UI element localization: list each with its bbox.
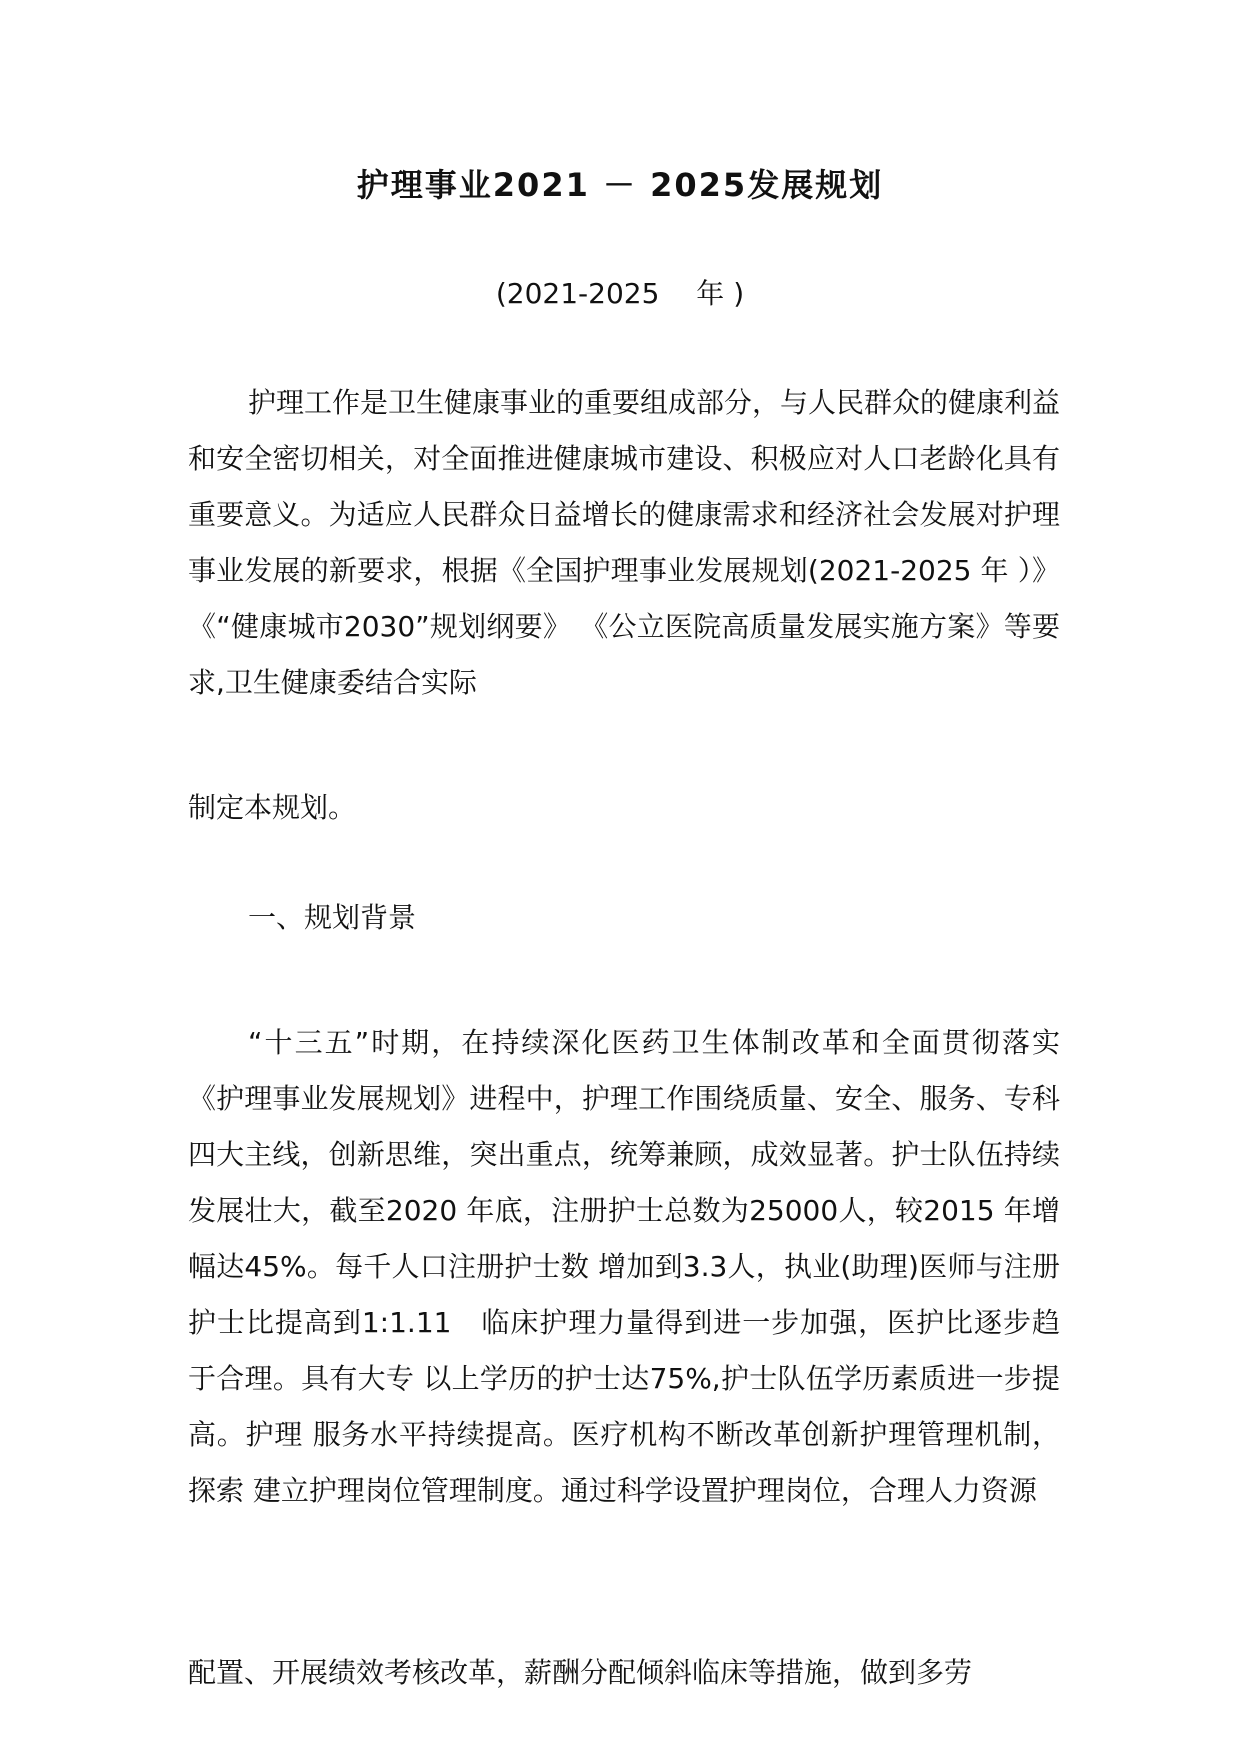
document-title: 护理事业2021 － 2025发展规划: [356, 166, 884, 204]
document-subtitle: (2021-2025 年 ): [495, 277, 745, 310]
intro-paragraph: 护理工作是卫生健康事业的重要组成部分，与人民群众的健康利益和安全密切相关，对全面推进健康城市建设、积极应对人口老龄化具有重要意义。为适应人民群众日益增长的健康需求和经济社会发展对护理事业发展的新要求，根据《全国护理事业发展规划(2021-2025 年 ）》 《“健康城市2030”规划纲要》 《公立医院高质量发展实施方案》等要求,卫生健康委结合实际: [188, 386, 1061, 699]
intro-paragraph-end: 制定本规划。: [188, 791, 357, 824]
background-paragraph-continued: 配置、开展绩效考核改革，薪酬分配倾斜临床等措施，做到多劳: [188, 1656, 973, 1689]
background-paragraph: “十三五”时期，在持续深化医药卫生体制改革和全面贯彻落实《护理事业发展规划》进程中，护理工作围绕质量、安全、服务、专科四大主线，创新思维，突出重点，统筹兼顾，成效显著。护士队伍持续发展壮大，截至2020 年底，注册护士总数为25000人，较2015 年增幅达45%。每千人口注册护士数 增加到3.3人，执业(助理)医师与注册护士比提高到1:1.11 临床护理力量得到进一步加强，医护比逐步趋于合理。具有大专 以上学历的护士达75%,护士队伍学历素质进一步提高。护理 服务水平持续提高。医疗机构不断改革创新护理管理机制，探索 建立护理岗位管理制度。通过科学设置护理岗位，合理人力资源: [188, 1026, 1060, 1507]
section-heading-background: 一、规划背景: [248, 901, 417, 934]
